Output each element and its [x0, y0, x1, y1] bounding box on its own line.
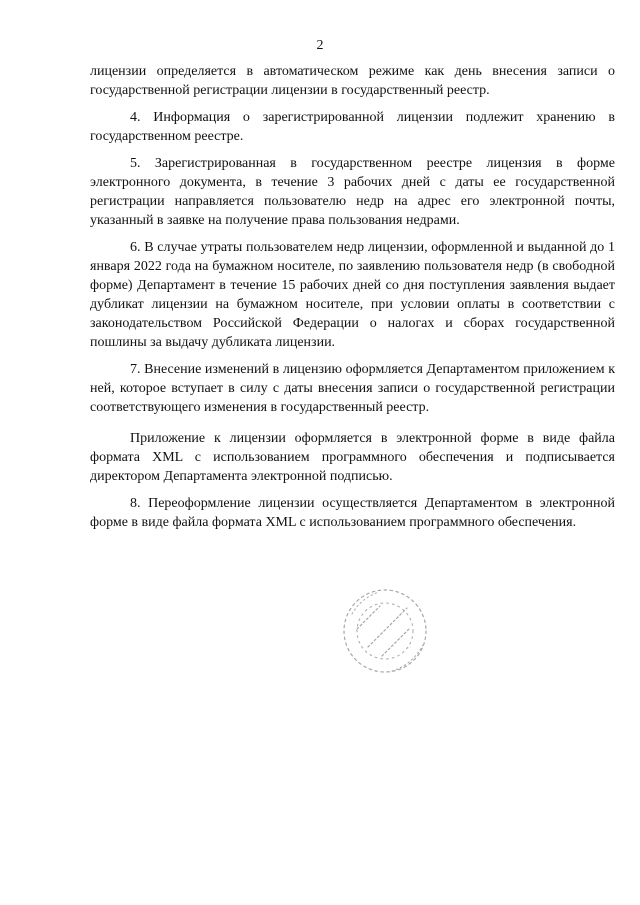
- paragraph-continuation: лицензии определяется в автоматическом режиме как день внесения записи о государственной регистрации лицензии в государственный реестр.: [90, 64, 615, 98]
- page-number: 2: [316, 38, 324, 53]
- paragraph-5: 5. Зарегистрированная в государственном реестре лицензия в форме электронного документа, в течение 3 рабочих дней с даты ее государственной регистрации направляется пользователю недр на адрес его электронной почты, указанный в заявке на получение права пользования недрами.: [90, 156, 615, 228]
- paragraph-7-appendix: Приложение к лицензии оформляется в электронной форме в виде файла формата XML с использованием программного обеспечения и подписывается директором Департамента электронной подписью.: [90, 431, 615, 484]
- paragraph-6: 6. В случае утраты пользователем недр лицензии, оформленной и выданной до 1 января 2022 года на бумажном носителе, по заявлению пользователя недр (в свободной форме) Департамент в течение 15 рабочих дней со дня поступления заявления выдает дубликат лицензии на бумажном носителе, при условии оплаты в соответствии с законодательством Российской Федерации о налогах и сборах государственной пошлины за выдачу дубликата лицензии.: [90, 240, 615, 350]
- paragraph-8: 8. Переоформление лицензии осуществляется Департаментом в электронной форме в виде файла формата XML с использованием программного обеспечения.: [90, 496, 615, 530]
- document-body: [90, 62, 615, 532]
- paragraph-4: 4. Информация о зарегистрированной лицензии подлежит хранению в государственном реестре.: [90, 110, 615, 144]
- round-stamp-icon: [337, 583, 433, 679]
- paragraph-7: 7. Внесение изменений в лицензию оформляется Департаментом приложением к ней, которое вступает в силу с даты внесения записи о государственной регистрации соответствующего изменения в государственный реестр.: [90, 362, 615, 415]
